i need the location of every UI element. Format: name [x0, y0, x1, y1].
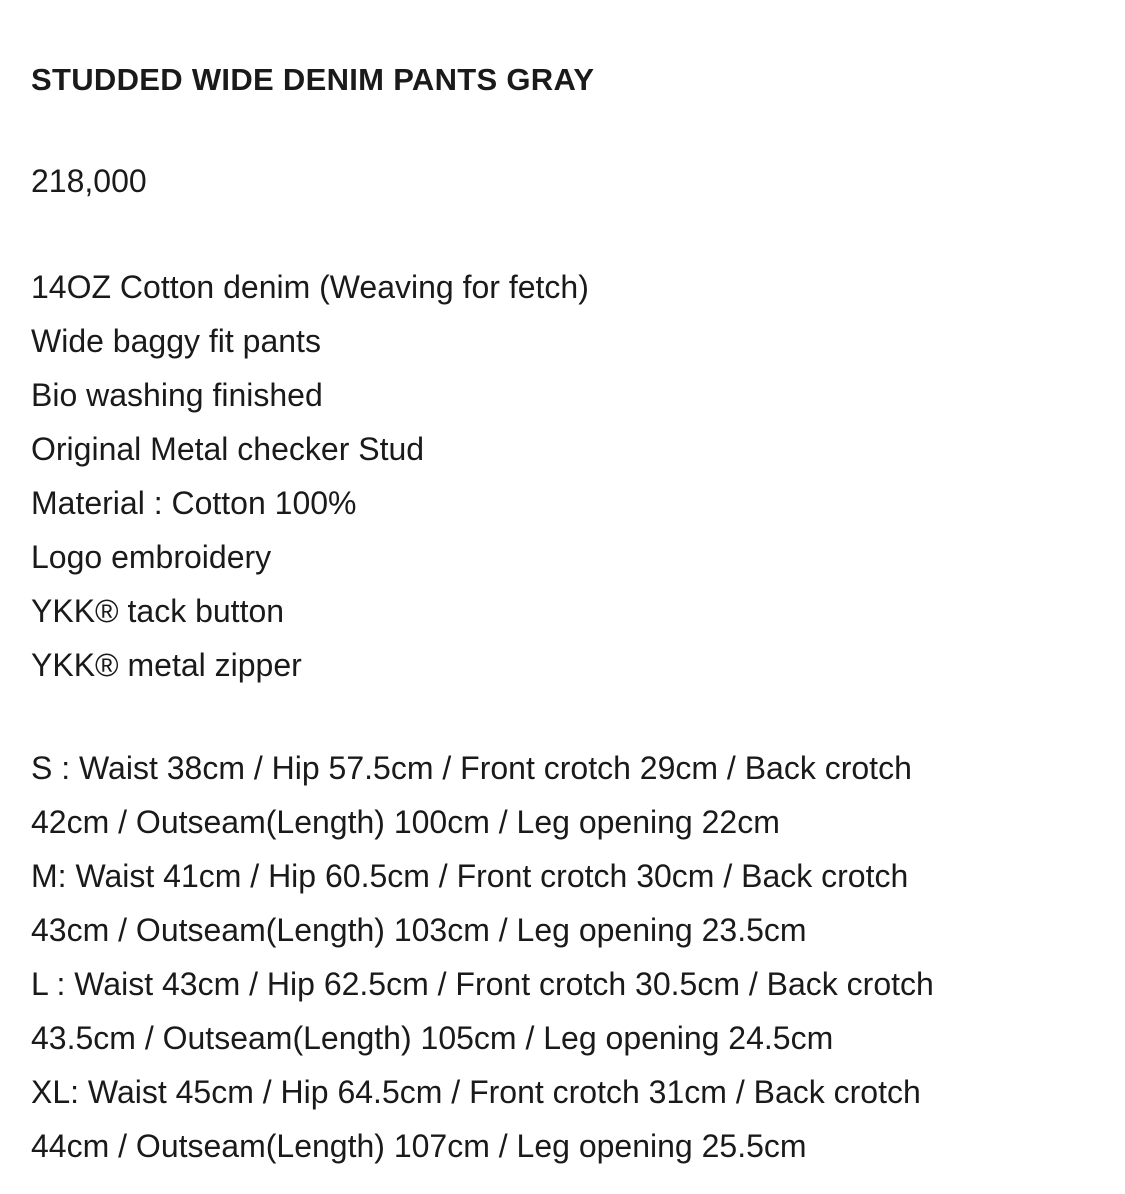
size-xl-line-1: XL: Waist 45cm / Hip 64.5cm / Front crotch 31cm / Back crotch	[31, 1074, 921, 1110]
size-s-line-2: 42cm / Outseam(Length) 100cm / Leg opening 22cm	[31, 804, 780, 840]
size-l-line-1: L : Waist 43cm / Hip 62.5cm / Front crotch 30.5cm / Back crotch	[31, 966, 934, 1002]
feature-item: Bio washing finished	[31, 377, 323, 413]
size-xl-line-2: 44cm / Outseam(Length) 107cm / Leg opening 25.5cm	[31, 1128, 807, 1164]
size-l-line-2: 43.5cm / Outseam(Length) 105cm / Leg opening 24.5cm	[31, 1020, 834, 1056]
feature-list	[31, 260, 589, 692]
size-m-line-1: M: Waist 41cm / Hip 60.5cm / Front crotch 30cm / Back crotch	[31, 858, 909, 894]
feature-item: Material : Cotton 100%	[31, 485, 357, 521]
size-s-line-1: S : Waist 38cm / Hip 57.5cm / Front crotch 29cm / Back crotch	[31, 750, 912, 786]
size-m-line-2: 43cm / Outseam(Length) 103cm / Leg opening 23.5cm	[31, 912, 807, 948]
feature-item: YKK® metal zipper	[31, 647, 302, 683]
feature-item: Logo embroidery	[31, 539, 272, 575]
size-chart	[31, 741, 1101, 1173]
feature-item: 14OZ Cotton denim (Weaving for fetch)	[31, 269, 589, 305]
feature-item: YKK® tack button	[31, 593, 285, 629]
product-price: 218,000	[31, 163, 147, 199]
feature-item: Original Metal checker Stud	[31, 431, 425, 467]
product-title: STUDDED WIDE DENIM PANTS GRAY	[31, 62, 595, 97]
feature-item: Wide baggy fit pants	[31, 323, 321, 359]
